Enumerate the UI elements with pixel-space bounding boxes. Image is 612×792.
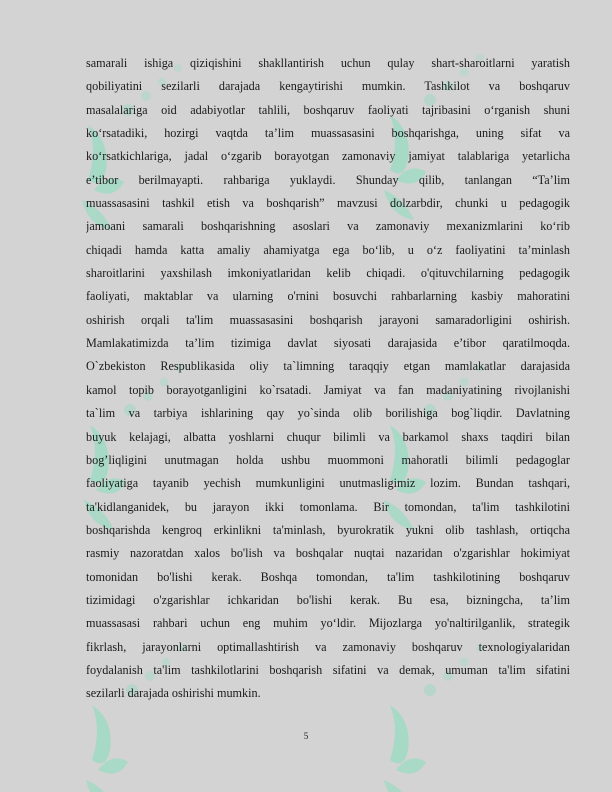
text-line: buyuk kelajagi, albatta yoshlarni chuqur bilimli va barkamol shaxs taqdiri bilan <box>86 429 570 444</box>
text-line: masalalariga oid adabiyotlar tahlili, boshqaruv faoliyati tajribasini o‘rganish shuni <box>86 102 570 117</box>
text-line: boshqarishda kengroq erkinlikni ta'minlash, byurokratik yukni olib tashlash, ortiqcha <box>86 522 570 537</box>
text-line: ta'kidlanganidek, bu jarayon ikki tomonlama. Bir tomondan, ta'lim tashkilotini <box>86 499 570 514</box>
body-paragraph <box>86 52 570 706</box>
text-line: e’tibor berilmayapti. rahbariga yuklaydi. Shunday qilib, tanlangan “Ta’lim <box>86 172 570 187</box>
text-line: ko‘rsatkichlariga, jadal o‘zgarib borayotgan zamonaviy jamiyat talablariga yetarlicha <box>86 149 570 164</box>
text-line: fikrlash, jarayonlarni optimallashtirish va zamonaviy boshqaruv texnologiyalaridan <box>86 639 570 654</box>
text-line: tizimidagi o'zgarishlar ichkaridan bo'lishi kerak. Bu esa, bizningcha, ta’lim <box>86 592 570 607</box>
text-line: sharoitlarini yaxshilash imkoniyatlaridan kelib chiqadi. o'qituvchilarning pedagogik <box>86 266 570 281</box>
text-line: O`zbekiston Respublikasida oliy ta`limning taraqqiy etgan mamlakatlar darajasida <box>86 359 570 374</box>
text-line: sezilarli darajada oshirishi mumkin. <box>86 686 261 701</box>
text-line: faoliyatiga tayanib yechish mumkunligini unutmasligimiz lozim. Bundan tashqari, <box>86 476 570 491</box>
text-line: ta`lim va tarbiya ishlarining qay yo`sinda olib borilishiga bog`liqdir. Davlatning <box>86 406 570 421</box>
text-line: samarali ishiga qiziqishini shakllantirish uchun qulay shart-sharoitlarni yaratish <box>86 56 570 70</box>
page-number: 5 <box>303 731 309 741</box>
text-line: tomonidan bo'lishi kerak. Boshqa tomondan, ta'lim tashkilotining boshqaruv <box>86 569 570 584</box>
text-line: Mamlakatimizda ta’lim tizimiga davlat siyosati darajasida e’tibor qaratilmoqda. <box>86 336 570 351</box>
text-line: bog’liqligini unutmagan holda ushbu muommoni mahoratli bilimli pedagoglar <box>86 452 570 467</box>
text-line: qobiliyatini sezilarli darajada kengaytirishi mumkin. Tashkilot va boshqaruv <box>86 79 570 94</box>
text-line: muassasasi rahbari uchun eng muhim yo‘ldir. Mijozlarga yo'naltirilganlik, strategik <box>86 616 570 631</box>
text-line: chiqadi hamda katta amaliy ahamiyatga ega bo‘lib, u o‘z faoliyatini ta’minlash <box>86 242 570 257</box>
text-line: muassasasini tashkil etish va boshqarish” mavzusi dolzarbdir, chunki u pedagogik <box>86 196 570 211</box>
text-line: kamol topib borayotganligini ko`rsatadi. Jamiyat va fan madaniyatining rivojlanishi <box>86 382 570 397</box>
text-line: foydalanish ta'lim tashkilotlarini boshqarish sifatini va demak, umuman ta'lim sifatini <box>86 662 570 677</box>
text-line: faoliyati, maktablar va ularning o'rnini bosuvchi rahbarlarning kasbiy mahoratini <box>86 289 570 304</box>
text-line: rasmiy nazoratdan xalos bo'lish va boshqalar nuqtai nazaridan o'zgarishlar hokimiyat <box>86 546 570 561</box>
text-line: jamoani samarali boshqarishning asoslari va zamonaviy mexanizmlarini ko‘rib <box>86 219 570 234</box>
text-line: ko‘rsatadiki, hozirgi vaqtda ta’lim muassasasini boshqarishga, uning sifat va <box>86 126 570 141</box>
text-line: oshirish orqali ta'lim muassasasini boshqarish jarayoni samaradorligini oshirish. <box>86 312 570 327</box>
